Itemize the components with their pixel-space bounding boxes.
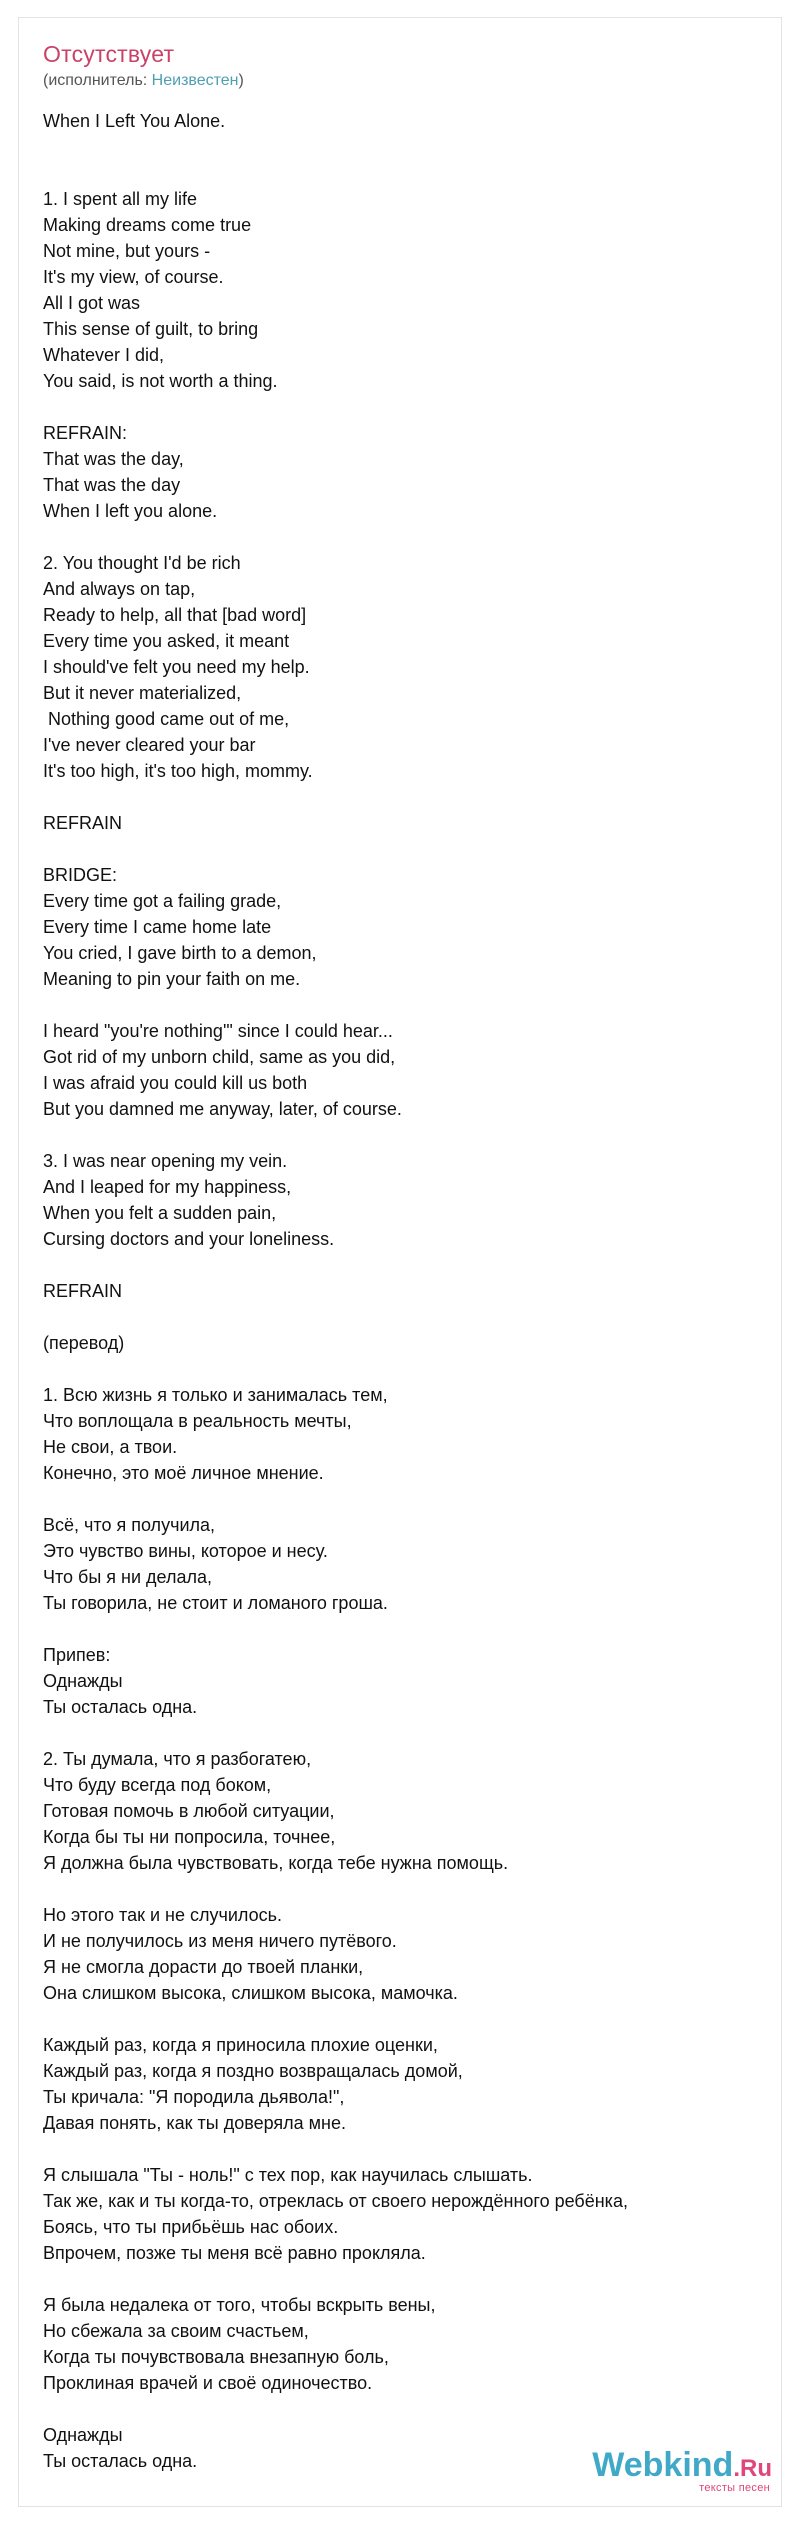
lyric-line: Однажды — [43, 2425, 123, 2445]
lyric-line: BRIDGE: — [43, 865, 118, 885]
lyric-line — [43, 1486, 763, 1512]
lyric-line: 2. You thought I'd be rich — [43, 553, 241, 573]
lyric-line: (перевод) — [43, 1333, 125, 1353]
logo-brand: Webkind — [592, 2446, 734, 2484]
lyric-line: 1. I spent all my life — [43, 189, 198, 209]
lyric-line: I should've felt you need my help. — [43, 657, 310, 677]
lyric-line: Но этого так и не случилось. — [43, 1905, 283, 1925]
lyric-line: But it never materialized, — [43, 683, 242, 703]
lyric-line: I was afraid you could kill us both — [43, 1073, 308, 1093]
lyric-line — [43, 1122, 763, 1148]
lyric-line: Когда бы ты ни попросила, точнее, — [43, 1827, 336, 1847]
lyric-line: Давая понять, как ты доверяла мне. — [43, 2113, 347, 2133]
lyric-line: But you damned me anyway, later, of course. — [43, 1099, 402, 1119]
lyric-line: This sense of guilt, to bring — [43, 319, 259, 339]
lyric-line: You said, is not worth a thing. — [43, 371, 278, 391]
lyric-line — [43, 1252, 763, 1278]
logo-tld: .Ru — [733, 2455, 772, 2482]
lyric-line: Когда ты почувствовала внезапную боль, — [43, 2347, 389, 2367]
lyric-line — [43, 524, 763, 550]
lyric-line: It's too high, it's too high, mommy. — [43, 761, 313, 781]
artist-suffix: ) — [238, 72, 244, 89]
lyric-line: Каждый раз, когда я приносила плохие оценки, — [43, 2035, 438, 2055]
lyric-line: When I left you alone. — [43, 501, 218, 521]
lyric-line: Every time got a failing grade, — [43, 891, 282, 911]
lyric-line — [43, 1304, 763, 1330]
lyric-line: 1. Всю жизнь я только и занималась тем, — [43, 1385, 388, 1405]
lyric-line: Не свои, а твои. — [43, 1437, 178, 1457]
logo-tagline: тексты песен — [699, 2482, 770, 2494]
lyric-line: Ты осталась одна. — [43, 2451, 198, 2471]
lyric-line: And I leaped for my happiness, — [43, 1177, 292, 1197]
lyric-line — [43, 2006, 763, 2032]
lyric-line: Но сбежала за своим счастьем, — [43, 2321, 309, 2341]
lyric-line: I've never cleared your bar — [43, 735, 256, 755]
lyric-line — [43, 2396, 763, 2422]
lyric-line: REFRAIN: — [43, 423, 128, 443]
lyric-line: When I Left You Alone. — [43, 111, 226, 131]
lyric-line — [43, 1720, 763, 1746]
lyric-line — [43, 2136, 763, 2162]
lyric-line: Всё, что я получила, — [43, 1515, 216, 1535]
lyric-line — [43, 1876, 763, 1902]
lyric-line: Конечно, это моё личное мнение. — [43, 1463, 324, 1483]
lyric-line: Что буду всегда под боком, — [43, 1775, 272, 1795]
lyric-line: And always on tap, — [43, 579, 196, 599]
lyric-line: Готовая помочь в любой ситуации, — [43, 1801, 335, 1821]
lyric-line: Я должна была чувствовать, когда тебе нужна помощь. — [43, 1853, 509, 1873]
lyric-line: Проклиная врачей и своё одиночество. — [43, 2373, 373, 2393]
lyric-line — [43, 160, 763, 186]
lyric-line — [43, 2266, 763, 2292]
lyric-line — [43, 836, 763, 862]
lyric-line — [43, 394, 763, 420]
artist-prefix: (исполнитель: — [43, 72, 152, 89]
lyric-line: All I got was — [43, 293, 141, 313]
lyric-line: Что бы я ни делала, — [43, 1567, 212, 1587]
lyric-line: Я не смогла дорасти до твоей планки, — [43, 1957, 364, 1977]
lyric-line: Что воплощала в реальность мечты, — [43, 1411, 352, 1431]
lyric-line: REFRAIN — [43, 1281, 123, 1301]
lyric-line: 3. I was near opening my vein. — [43, 1151, 288, 1171]
lyric-line: I heard "you're nothing'" since I could hear... — [43, 1021, 393, 1041]
lyric-line: Whatever I did, — [43, 345, 165, 365]
lyric-line: Every time you asked, it meant — [43, 631, 290, 651]
lyrics-body — [43, 108, 763, 2474]
lyric-line: Ты осталась одна. — [43, 1697, 198, 1717]
lyric-line: Not mine, but yours - — [43, 241, 211, 261]
lyric-line: It's my view, of course. — [43, 267, 224, 287]
lyric-line: И не получилось из меня ничего путёвого. — [43, 1931, 397, 1951]
song-title: Отсутствует — [43, 41, 175, 67]
lyric-line: Every time I came home late — [43, 917, 272, 937]
lyric-line: Cursing doctors and your loneliness. — [43, 1229, 335, 1249]
lyric-line: Она слишком высока, слишком высока, мамочка. — [43, 1983, 458, 2003]
lyric-line: Боясь, что ты прибьёшь нас обоих. — [43, 2217, 339, 2237]
lyric-line: Это чувство вины, которое и несу. — [43, 1541, 328, 1561]
lyric-line: That was the day, — [43, 449, 184, 469]
artist-link[interactable]: Неизвестен — [151, 72, 239, 89]
lyric-line: Got rid of my unborn child, same as you did, — [43, 1047, 396, 1067]
lyric-line: 2. Ты думала, что я разбогатею, — [43, 1749, 312, 1769]
lyric-line: Nothing good came out of me, — [43, 709, 290, 729]
lyric-line — [43, 992, 763, 1018]
lyric-line: Meaning to pin your faith on me. — [43, 969, 301, 989]
lyric-line: Так же, как и ты когда-то, отреклась от своего нерождённого ребёнка, — [43, 2191, 628, 2211]
lyric-line: Однажды — [43, 1671, 123, 1691]
lyric-line — [43, 134, 763, 160]
lyric-line — [43, 1356, 763, 1382]
lyric-line: You cried, I gave birth to a demon, — [43, 943, 317, 963]
lyric-line: Making dreams come true — [43, 215, 252, 235]
lyric-line — [43, 784, 763, 810]
site-logo[interactable] — [572, 2446, 772, 2502]
lyric-line — [43, 1616, 763, 1642]
artist-line — [43, 71, 244, 91]
lyric-line: REFRAIN — [43, 813, 123, 833]
lyric-line: Припев: — [43, 1645, 111, 1665]
lyric-line: Я была недалека от того, чтобы вскрыть вены, — [43, 2295, 436, 2315]
lyric-line: Я слышала "Ты - ноль!" с тех пор, как научилась слышать. — [43, 2165, 533, 2185]
lyric-line: Ты кричала: "Я породила дьявола!", — [43, 2087, 345, 2107]
lyric-line: Каждый раз, когда я поздно возвращалась домой, — [43, 2061, 463, 2081]
lyric-line: That was the day — [43, 475, 181, 495]
lyric-line: Впрочем, позже ты меня всё равно прокляла. — [43, 2243, 426, 2263]
lyric-line: Ready to help, all that [bad word] — [43, 605, 307, 625]
lyric-line: When you felt a sudden pain, — [43, 1203, 277, 1223]
lyric-line: Ты говорила, не стоит и ломаного гроша. — [43, 1593, 388, 1613]
